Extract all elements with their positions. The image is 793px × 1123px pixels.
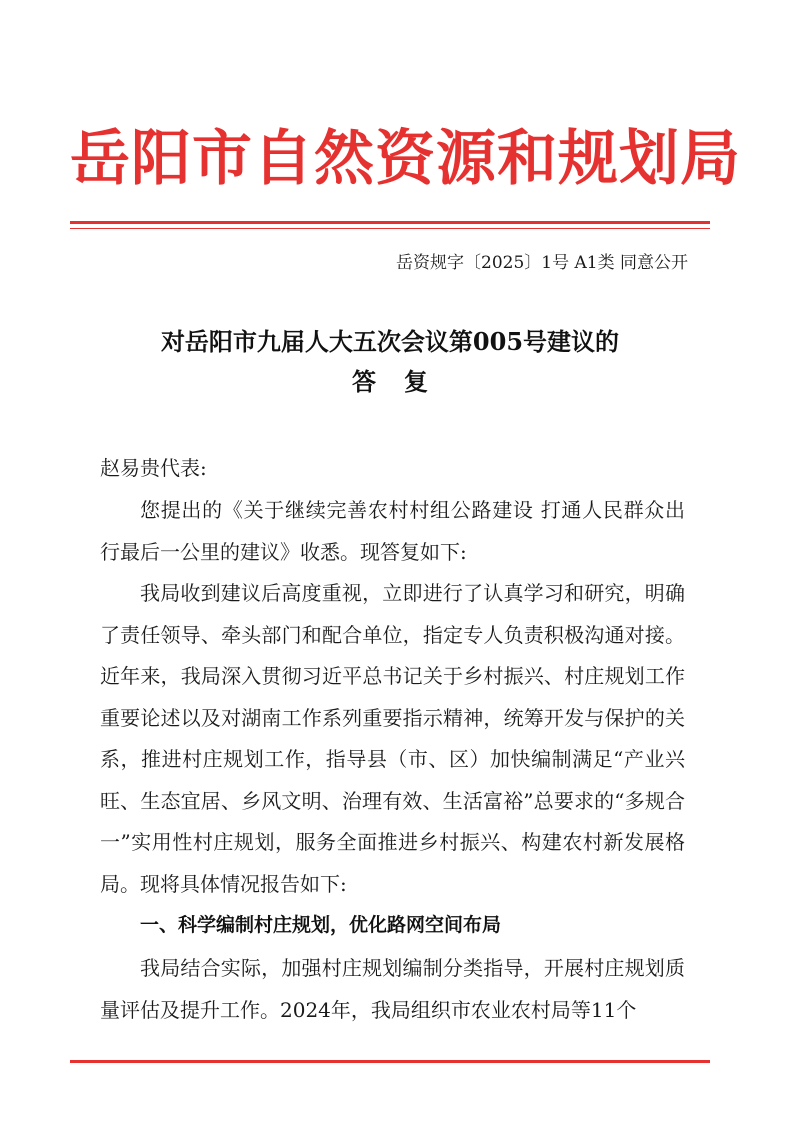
footer-rule [70,1060,710,1063]
paragraph-text: 您提出的《关于继续完善农村村组公路建设 打通人民群众出行最后一公里的建议》收悉。现答复如下: [100,498,685,564]
paragraph-text: 我局结合实际，加强村庄规划编制分类指导，开展村庄规划质量评估及提升工作。2024年，我局组织市农业农村局等11个 [100,956,685,1022]
section-heading: 一、科学编制村庄规划，优化路网空间布局 [140,914,502,936]
agency-masthead: 岳阳市自然资源和规划局 [70,124,741,194]
masthead-rule-thin [70,228,710,229]
paragraph-text: 我局收到建议后高度重视，立即进行了认真学习和研究，明确了责任领导、牵头部门和配合单位，指定专人负责积极沟通对接。近年来，我局深入贯彻习近平总书记关于乡村振兴、村庄规划工作重要论述以及对湖南工作系列重要指示精神，统筹开发与保护的关系，推进村庄规划工作，指导县（市、区）加快编制满足“产业兴旺、生态宜居、乡风文明、治理有效、生活富裕”总要求的“多规合一”实用性村庄规划，服务全面推进乡村振兴、构建农村新发展格局。现将具体情况报告如下: [100,581,685,896]
paragraph-section-one [100,948,685,1031]
document-number: 岳资规字〔2025〕1号 A1类 同意公开 [396,253,688,273]
masthead-rule-thick [70,221,710,224]
salutation: 赵易贵代表: [100,456,207,480]
document-title-line2: 答复 [352,367,456,396]
document-title-line1: 对岳阳市九届人大五次会议第005号建议的 [160,327,620,356]
paragraph-overview [100,573,685,905]
paragraph-acknowledgement [100,490,685,573]
